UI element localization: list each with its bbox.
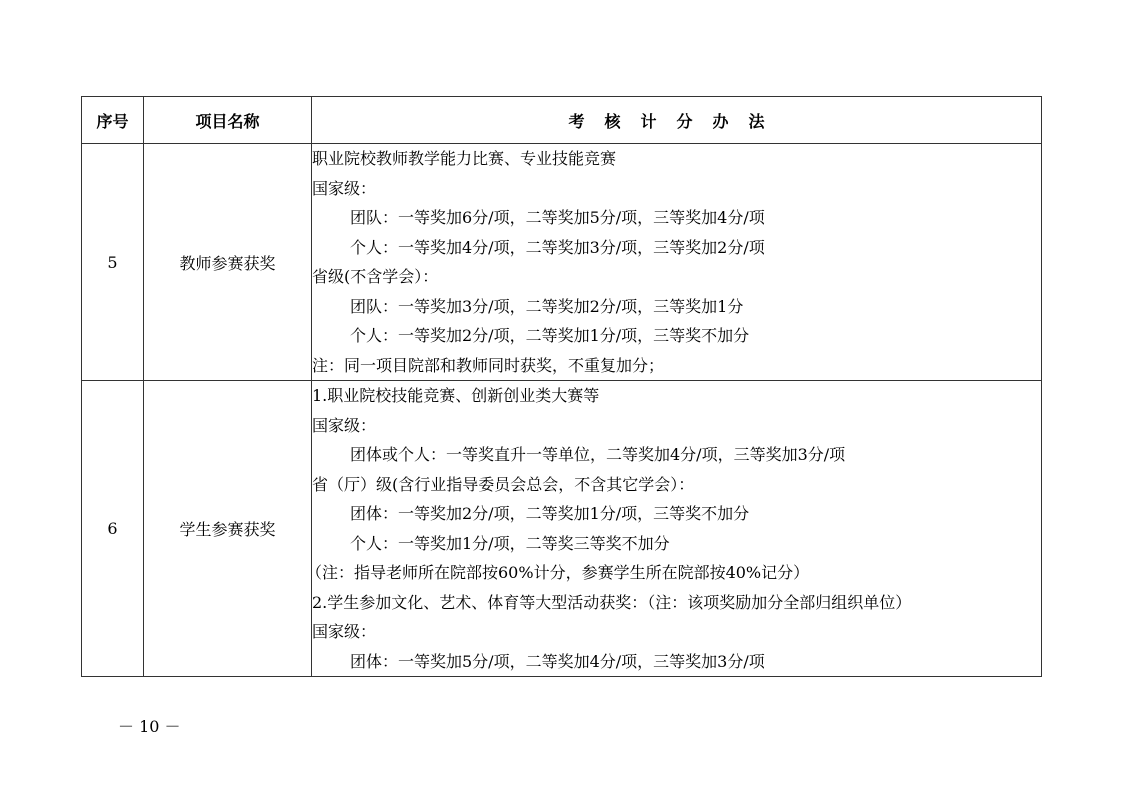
method-line: （注：指导老师所在院部按60%计分，参赛学生所在院部按40%记分） <box>306 563 810 582</box>
method-line: 团体或个人：一等奖直升一等单位，二等奖加4分/项，三等奖加3分/项 <box>350 445 846 464</box>
header-index: 序号 <box>82 97 144 144</box>
method-line: 个人：一等奖加1分/项，二等奖三等奖不加分 <box>350 533 670 553</box>
method-line: 团体：一等奖加5分/项，二等奖加4分/项，三等奖加3分/项 <box>350 651 765 671</box>
row-method <box>312 144 1042 381</box>
scoring-table <box>81 96 1042 677</box>
row-index: 6 <box>82 381 144 677</box>
row-item-name: 教师参赛获奖 <box>144 144 312 381</box>
method-line: 国家级： <box>312 178 377 198</box>
method-line: 个人：一等奖加4分/项，二等奖加3分/项，三等奖加2分/项 <box>350 237 765 257</box>
table-header-row <box>82 97 1042 144</box>
method-line: 1.职业院校技能竞赛、创新创业类大赛等 <box>312 386 600 405</box>
method-line: 省（厅）级(含行业指导委员会总会，不含其它学会）： <box>312 474 695 494</box>
method-line: 注：同一项目院部和教师同时获奖，不重复加分； <box>312 355 665 375</box>
row-index: 5 <box>82 144 144 381</box>
method-line: 2.学生参加文化、艺术、体育等大型活动获奖：（注：该项奖励加分全部归组织单位） <box>312 592 912 612</box>
row-item-name: 学生参赛获奖 <box>144 381 312 677</box>
method-line: 个人：一等奖加2分/项，二等奖加1分/项，三等奖不加分 <box>350 326 750 345</box>
page-number: － 10 － <box>118 717 181 736</box>
method-line: 省级(不含学会）： <box>312 267 439 286</box>
method-line: 国家级： <box>312 415 377 435</box>
table-row <box>82 144 1042 381</box>
table-row <box>82 381 1042 677</box>
method-line: 团队：一等奖加6分/项，二等奖加5分/项，三等奖加4分/项 <box>350 208 765 227</box>
method-line: 团体：一等奖加2分/项，二等奖加1分/项，三等奖不加分 <box>350 504 750 523</box>
method-line: 国家级： <box>312 622 377 641</box>
row-method <box>306 381 1042 677</box>
header-method: 考核计分办法 <box>312 97 1042 144</box>
method-line: 职业院校教师教学能力比赛、专业技能竞赛 <box>312 149 617 168</box>
method-line: 团队：一等奖加3分/项，二等奖加2分/项，三等奖加1分 <box>350 296 744 316</box>
header-item-name: 项目名称 <box>144 97 312 144</box>
